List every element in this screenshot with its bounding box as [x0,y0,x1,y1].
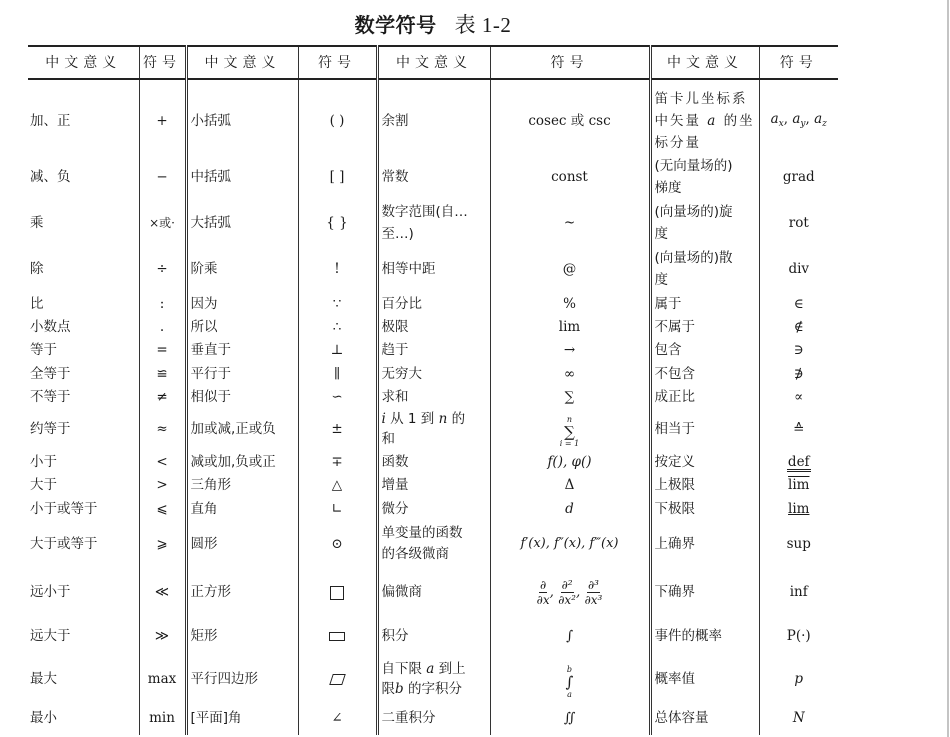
meaning-cell: 不属于 [650,315,759,338]
symbol-cell: div [759,246,838,292]
meaning-cell: 中括弧 [186,154,298,200]
symbol-cell: ± [298,408,377,450]
meaning-cell: 极限 [377,315,490,338]
table-row [28,701,838,735]
meaning-cell: 所以 [186,315,298,338]
meaning-line: 笛卡儿坐标系 [654,91,748,107]
header-meaning: 中文意义 [28,46,139,79]
meaning-cell: 事件的概率 [650,616,759,656]
meaning-line: (无向量场的) [654,158,733,174]
symbol-text: cosec [528,113,567,129]
symbol-cell: p [759,656,838,701]
header-meaning: 中文意义 [186,46,298,79]
symbol-cell: ∋ [759,339,838,362]
symbol-cell [490,79,650,154]
symbol-cell: const [490,154,650,200]
meaning-cell: 百分比 [377,292,490,315]
meaning-cell: 平行四边形 [186,656,298,701]
liminf-symbol: lim [788,500,810,517]
math-symbols-table [28,45,838,735]
symbol-cell: ∟ [298,497,377,520]
meaning-line: 中矢量 a 的坐 [654,113,755,129]
meaning-cell: 乘 [30,215,44,231]
meaning-cell: 概率值 [650,656,759,701]
symbol-cell: ∽ [298,385,377,408]
symbol-cell: Δ [490,474,650,497]
partial-derivative-2: $\frac{\text{∂²}}{\text{∂x²}}$ [558,577,576,607]
meaning-cell [650,200,759,246]
meaning-cell: 下确界 [650,568,759,616]
symbol-cell: ≠ [139,385,186,408]
limsup-symbol: $\overline{lim}$ [788,477,810,494]
symbol-cell: ∥ [298,362,377,385]
meaning-cell: 求和 [377,385,490,408]
meaning-line: i 从 1 到 n 的 [381,411,466,428]
meaning-cell [377,408,490,450]
symbol-cell: ~ [490,200,650,246]
table-row [28,616,838,656]
table-row [28,656,838,701]
meaning-cell: 因为 [186,292,298,315]
symbol-cell: < [139,450,186,473]
symbol-cell: { } [298,200,377,246]
rectangle-icon [329,632,345,641]
symbol-cell: ×或· [139,200,186,246]
partial-derivative-3: $\frac{\text{∂³}}{\text{∂x³}}$ [584,577,603,607]
symbol-cell [298,568,377,616]
meaning-cell: 相似于 [186,385,298,408]
symbol-cell: d [490,497,650,520]
symbol-cell: ∵ [298,292,377,315]
meaning-line: 限b 的字积分 [381,680,462,697]
meaning-cell: 除 [30,261,44,277]
meaning-cell: 最小 [30,710,57,727]
meaning-cell: 加或减,正或负 [186,408,298,450]
symbol-cell: △ [298,474,377,497]
meaning-cell: 加、正 [30,113,71,129]
symbol-cell: lim [490,315,650,338]
table-header-row [28,46,838,79]
meaning-cell: 阶乘 [186,246,298,292]
parallelogram-icon [329,674,346,685]
meaning-cell: 按定义 [650,450,759,473]
symbol-cell: P(·) [759,616,838,656]
meaning-cell [650,79,759,154]
meaning-cell: 趋于 [377,339,490,362]
table-row [28,292,838,315]
meaning-line: 标分量 [654,135,701,151]
symbol-cell [759,474,838,497]
symbol-cell: sup [759,520,838,568]
symbol-cell: ≈ [139,408,186,450]
symbol-cell: → [490,339,650,362]
symbol-cell: f′(x), f″(x), f‴(x) [490,520,650,568]
symbol-cell: ∴ [298,315,377,338]
symbol-cell: ∞ [490,362,650,385]
symbol-cell [490,656,650,701]
partial-derivative-1: $\frac{\partial}{\partial x}$ [536,577,550,607]
symbol-cell [490,408,650,450]
symbol-cell: . [139,315,186,338]
symbol-cell: ⩽ [139,497,186,520]
table-row [28,362,838,385]
symbol-cell: ≫ [139,616,186,656]
sum-notation: n ∑ i = 1 [559,415,580,449]
meaning-cell [377,200,490,246]
meaning-line: 度 [654,272,668,288]
header-symbol: 符号 [139,46,186,79]
meaning-cell: 减或加,负或正 [186,450,298,473]
symbol-cell: ⊥ [298,339,377,362]
meaning-cell: 增量 [377,474,490,497]
symbol-cell: ∓ [298,450,377,473]
title-text: 数学符号 [354,13,437,37]
meaning-line: 梯度 [654,180,682,196]
meaning-cell: 相当于 [650,408,759,450]
symbol-cell: ( ) [298,79,377,154]
meaning-cell: 大括弧 [186,200,298,246]
meaning-line: 数字范围(自… [381,204,468,220]
meaning-cell: 偏微商 [377,568,490,616]
symbol-cell: inf [759,568,838,616]
symbol-cell: [ ] [298,154,377,200]
meaning-cell: 大于或等于 [30,536,98,553]
meaning-cell [377,520,490,568]
meaning-cell: 下极限 [650,497,759,520]
symbol-cell: rot [759,200,838,246]
symbol-cell: + [139,79,186,154]
symbol-cell: ∑ [490,385,650,408]
meaning-line: 单变量的函数 [381,525,463,542]
symbol-cell [298,616,377,656]
meaning-cell: 最大 [30,670,57,687]
header-meaning: 中文意义 [650,46,759,79]
meaning-cell: 常数 [377,154,490,200]
symbol-cell: : [139,292,186,315]
symbol-cell: ⊙ [298,520,377,568]
meaning-line: 度 [654,226,668,242]
meaning-cell: 微分 [377,497,490,520]
table-row [28,520,838,568]
symbol-cell: ≪ [139,568,186,616]
symbol-cell: grad [759,154,838,200]
meaning-cell: [平面]角 [186,701,298,735]
header-symbol: 符号 [298,46,377,79]
meaning-cell: 平行于 [186,362,298,385]
meaning-cell: 成正比 [650,385,759,408]
symbol-cell: ∉ [759,315,838,338]
page-edge-scrollbar [947,0,949,737]
table-row [28,246,838,292]
meaning-cell: 上极限 [650,474,759,497]
table-row [28,497,838,520]
meaning-cell: 比 [30,295,44,312]
meaning-cell: 垂直于 [186,339,298,362]
meaning-cell [650,154,759,200]
meaning-cell: 等于 [30,342,57,359]
symbol-cell: f(), φ() [490,450,650,473]
table-row [28,450,838,473]
symbol-cell: ≌ [139,362,186,385]
table-row [28,568,838,616]
page-title [0,9,866,39]
meaning-cell: 全等于 [30,365,71,382]
symbol-text: csc [588,113,611,129]
meaning-cell: 正方形 [186,568,298,616]
symbol-cell: − [139,154,186,200]
table-row [28,408,838,450]
meaning-cell: 包含 [650,339,759,362]
symbol-cell [759,497,838,520]
meaning-cell: 属于 [650,292,759,315]
meaning-cell: 上确界 [650,520,759,568]
table-row [28,200,838,246]
symbol-cell: ∝ [759,385,838,408]
symbol-cell: = [139,339,186,362]
meaning-line: (向量场的)旋 [654,204,733,220]
symbol-cell: > [139,474,186,497]
meaning-cell: 小括弧 [186,79,298,154]
symbol-cell: ∫ [490,616,650,656]
meaning-cell: 圆形 [186,520,298,568]
table-row [28,315,838,338]
meaning-cell: 函数 [377,450,490,473]
symbol-cell: ∌ [759,362,838,385]
meaning-line: (向量场的)散 [654,250,733,266]
symbol-text: 或 [570,113,585,129]
symbol-cell: min [139,701,186,735]
meaning-cell: 小数点 [30,318,71,335]
meaning-cell: 总体容量 [650,701,759,735]
symbol-cell: ! [298,246,377,292]
meaning-cell: 余割 [377,79,490,154]
meaning-cell: 减、负 [30,169,71,185]
symbol-cell: ⩾ [139,520,186,568]
meaning-cell: 无穷大 [377,362,490,385]
table-row [28,474,838,497]
meaning-line: 至…) [381,226,414,242]
def-symbol: def [787,453,810,470]
meaning-cell: 积分 [377,616,490,656]
definite-integral: b ∫ a [565,664,574,699]
square-icon [330,586,344,600]
symbol-cell: ∬ [490,701,650,735]
meaning-cell: 矩形 [186,616,298,656]
symbol-cell: $a_x$, $a_y$, $a_z$ [759,79,838,154]
meaning-line: 和 [381,431,395,448]
symbol-cell: N [759,701,838,735]
table-row [28,79,838,154]
meaning-cell [650,246,759,292]
table-row [28,154,838,200]
table-row [28,385,838,408]
meaning-cell: 三角形 [186,474,298,497]
meaning-line: 的各级微商 [381,546,449,563]
meaning-cell: 远小于 [30,584,71,601]
meaning-line: 自下限 a 到上 [381,660,466,677]
meaning-cell: 直角 [186,497,298,520]
header-symbol: 符号 [490,46,650,79]
table-row [28,339,838,362]
symbol-cell [759,450,838,473]
symbol-cell: ∈ [759,292,838,315]
symbol-cell: max [139,656,186,701]
meaning-cell: 二重积分 [377,701,490,735]
meaning-cell: 小于或等于 [30,500,98,517]
meaning-cell: 约等于 [30,421,71,438]
header-meaning: 中文意义 [377,46,490,79]
header-symbol: 符号 [759,46,838,79]
meaning-cell [377,656,490,701]
symbol-cell: @ [490,246,650,292]
symbol-cell: $\frac{\partial}{\partial x}$ , $\frac{\text{∂²}}{\text{∂x²}}$ , $\frac{\text{∂³}}{\text{∂x³}}$ [490,568,650,616]
symbol-cell: ∠ [298,701,377,735]
symbol-cell [298,656,377,701]
symbol-cell: ≙ [759,408,838,450]
meaning-cell: 相等中距 [377,246,490,292]
meaning-cell: 小于 [30,454,57,471]
symbol-cell: ÷ [139,246,186,292]
symbol-cell: % [490,292,650,315]
meaning-cell: 大于 [30,477,57,494]
table-number: 表 1-2 [454,13,512,37]
meaning-cell: 不包含 [650,362,759,385]
meaning-cell: 远大于 [30,628,71,645]
meaning-cell: 不等于 [30,388,71,405]
